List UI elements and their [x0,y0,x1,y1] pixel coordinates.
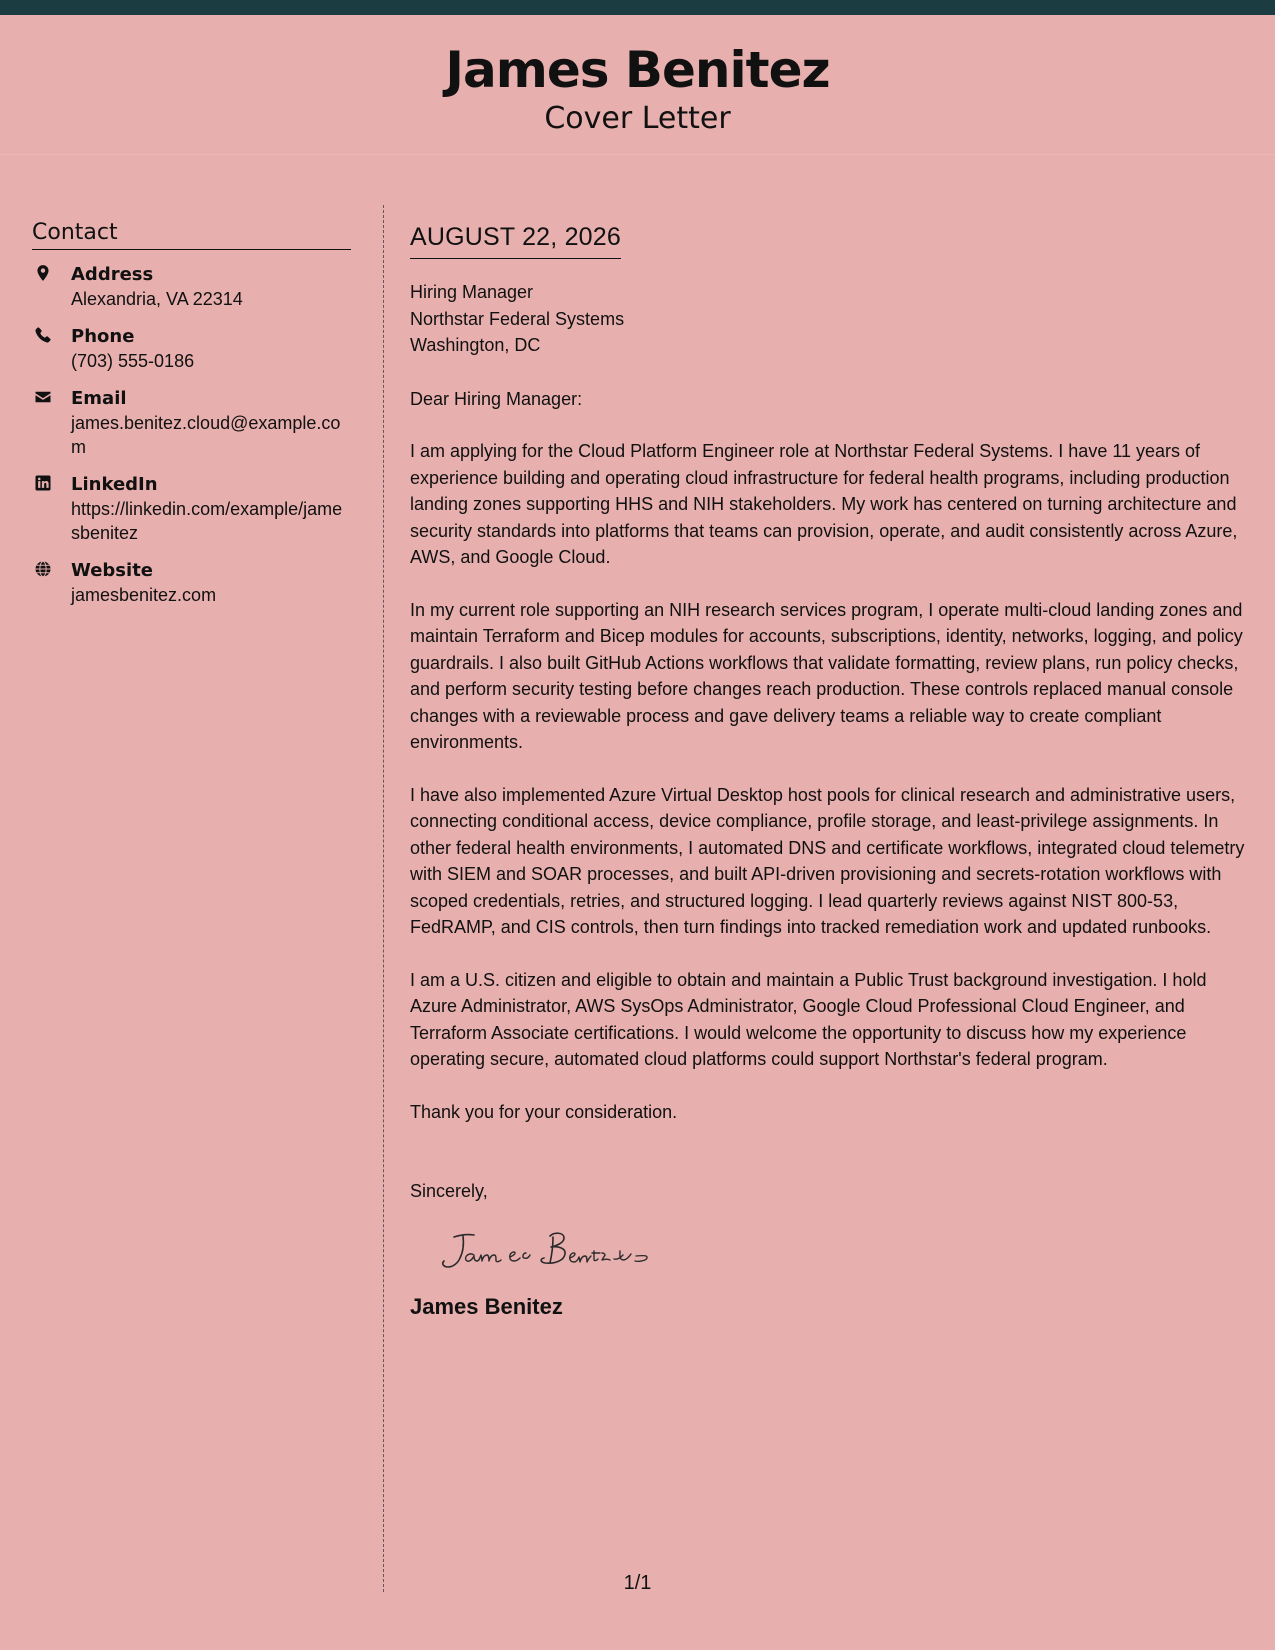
body-paragraph-2: In my current role supporting an NIH research services program, I operate multi-cloud landing zones and maintain Terraform and Bicep modules for accounts, subscriptions, identity, networks, logging, and policy guardrails. I also built GitHub Actions workflows that validate formatting, review plans, run policy checks, and perform security testing before changes reach production. These controls replaced manual console changes with a reviewable process and gave delivery teams a reliable way to create compliant environments. [410,599,1243,752]
letter-date: AUGUST 22, 2026 [410,223,621,251]
applicant-name: James Benitez [445,41,830,99]
envelope-icon [34,388,52,406]
contact-value-address: Alexandria, VA 22314 [71,289,243,310]
globe-icon [34,560,52,578]
phone-icon [34,326,52,344]
contact-label-linkedin: LinkedIn [71,474,158,496]
contact-item-address [32,262,351,311]
letter-header [0,15,1275,155]
contact-item-website [32,558,351,607]
recipient-title: Hiring Manager [410,282,534,302]
column-divider [383,205,384,1592]
handwritten-signature [430,1225,1252,1277]
contact-sidebar [32,220,351,620]
recipient-location: Washington, DC [410,335,541,355]
linkedin-icon [34,474,52,492]
salutation: Dear Hiring Manager: [410,388,583,409]
document-subtitle: Cover Letter [544,101,731,136]
top-color-band [0,0,1275,15]
contact-value-website[interactable]: jamesbenitez.com [71,585,217,606]
letter-body [410,222,1252,1321]
contact-label-address: Address [71,264,154,286]
contact-heading: Contact [32,220,351,250]
contact-value-phone: (703) 555-0186 [71,351,195,372]
contact-value-email[interactable]: james.benitez.cloud@example.com [71,413,341,458]
date-block [410,222,621,259]
body-paragraph-4: I am a U.S. citizen and eligible to obtain and maintain a Public Trust background investigation. I hold Azure Administrator, AWS SysOps Administrator, Google Cloud Professional Cloud Engineer, and Terraform Associate certifications. I would welcome the opportunity to discuss how my experience operating secure, automated cloud platforms could support Northstar's federal program. [410,969,1207,1069]
recipient-block [410,279,1252,359]
sign-off: Sincerely, [410,1181,488,1201]
contact-value-linkedin[interactable]: https://linkedin.com/example/jamesbenitez [71,499,343,544]
contact-item-phone [32,324,351,373]
contact-item-linkedin [32,472,351,545]
page-number: 1/1 [623,1572,652,1594]
contact-label-website: Website [71,560,154,582]
closing-thanks: Thank you for your consideration. [410,1101,678,1122]
contact-item-email [32,386,351,459]
map-pin-icon [34,264,52,282]
contact-label-phone: Phone [71,326,135,348]
signer-name: James Benitez [410,1293,563,1319]
recipient-company: Northstar Federal Systems [410,308,625,329]
body-paragraph-3: I have also implemented Azure Virtual Desktop host pools for clinical research and administrative users, connecting conditional access, device compliance, profile storage, and least-privilege assignments. In other federal health environments, I automated DNS and certificate workflows, integrated cloud telemetry with SIEM and SOAR processes, and built API-driven provisioning and secrets-rotation workflows with scoped credentials, retries, and structured logging. I lead quarterly reviews against NIST 800-53, FedRAMP, and CIS controls, then turn findings into tracked remediation work and updated runbooks. [410,784,1245,937]
body-paragraph-1: I am applying for the Cloud Platform Engineer role at Northstar Federal Systems. I have 11 years of experience building and operating cloud infrastructure for federal health programs, including production landing zones supporting HHS and NIH stakeholders. My work has centered on turning architecture and security standards into platforms that teams can provision, operate, and audit consistently across Azure, AWS, and Google Cloud. [410,441,1238,567]
contact-label-email: Email [71,388,127,410]
